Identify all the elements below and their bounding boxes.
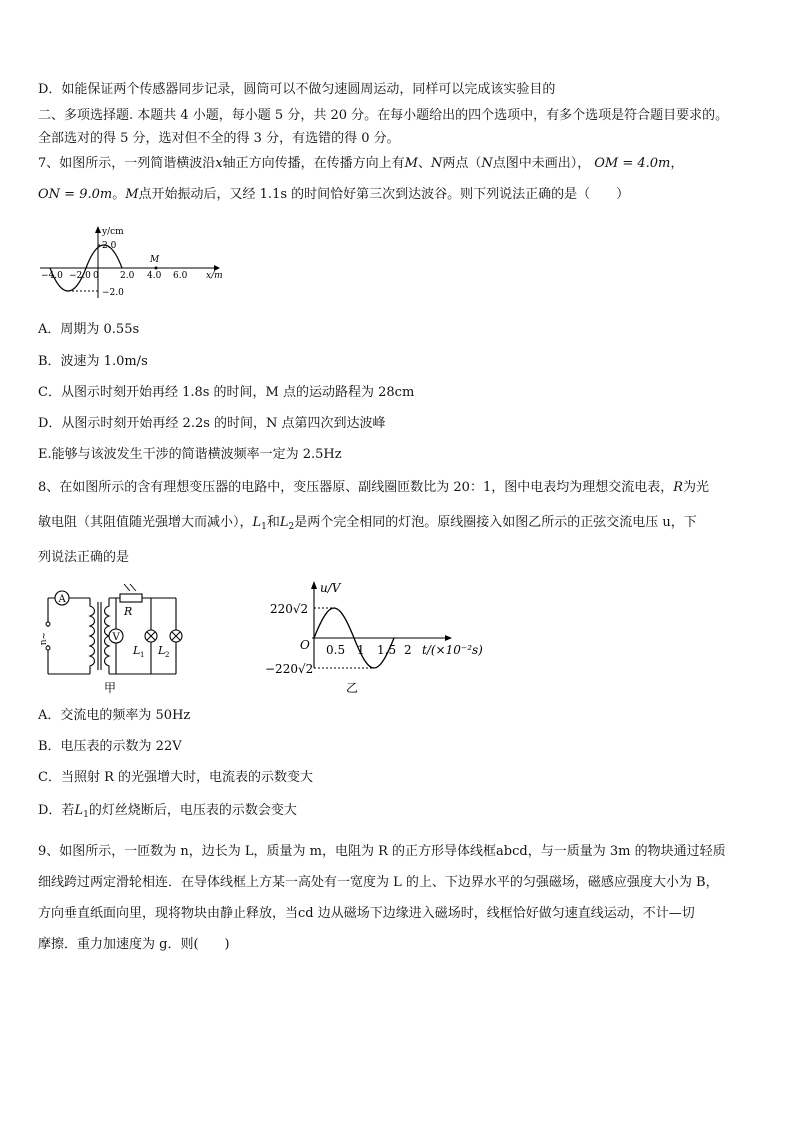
q7-tick-label: 0 <box>93 271 99 281</box>
q9-stem-line3: 方向垂直纸面向里，现将物块由静止释放，当cd 边从磁场下边缘进入磁场时，线框恰好做匀速直线运动，不计—切 <box>38 906 695 921</box>
q8-source-label: ~u <box>38 632 48 646</box>
q8-origin-label: O <box>300 638 310 652</box>
q8-text: 为光 <box>683 480 710 495</box>
q7-y-bottom-label: −2.0 <box>102 288 124 298</box>
q7-x-symbol: x <box>215 156 223 171</box>
q7-option-a: A．周期为 0.55s <box>38 322 140 337</box>
q8-tick-label: 1.5 <box>377 643 397 657</box>
q8-l2-symbol: L <box>279 515 289 530</box>
q8-stem-line3: 列说法正确的是 <box>38 550 130 565</box>
q7-option-e: E.能够与该波发生干涉的简谐横波频率一定为 2.5Hz <box>38 447 342 462</box>
q7-tick-label: 4.0 <box>147 271 162 281</box>
q8-text: 8、在如图所示的含有理想变压器的电路中，变压器原、副线圈匝数比为 20：1，图中电表均为理想交流电表， <box>38 480 674 495</box>
q8-text: 敏电阻（其阻值随光强增大而减小）， <box>38 515 253 530</box>
q7-option-b: B．波速为 1.0m/s <box>38 354 148 369</box>
q7-m-symbol: M <box>404 156 418 171</box>
q8-u-label: u/V <box>320 581 341 595</box>
q8-text: 和 <box>266 515 280 530</box>
q6-option-d: D．如能保证两个传感器同步记录，圆筒可以不做匀速圆周运动，同样可以完成该实验目的 <box>38 82 556 97</box>
q8-light-arrow <box>124 584 130 591</box>
q8-option-d-subscript: 1 <box>83 810 89 820</box>
q8-tick-label: 2 <box>404 643 412 657</box>
q8-option-d-l-symbol: L <box>74 803 84 818</box>
q8-primary-coil <box>90 598 95 674</box>
q8-option-d <box>38 803 297 823</box>
q7-wave-figure <box>36 224 236 300</box>
q8-terminal-top <box>46 622 50 626</box>
q8-r-symbol: R <box>673 480 684 495</box>
section2-line1: 二、多项选择题. 本题共 4 小题，每小题 5 分，共 20 分。在每小题给出的四个选项中，有多个选项是符合题目要求的。 <box>38 108 729 123</box>
q8-voltage-graph <box>262 578 502 696</box>
q8-secondary-coil <box>105 598 110 674</box>
q7-tick-label: 2.0 <box>120 271 135 281</box>
q9-stem-line2: 细线跨过两定滑轮相连．在导体线框上方某一高处有一宽度为 L 的上、下边界水平的匀强磁场，磁感应强度大小为 B， <box>38 875 719 890</box>
q7-m-label: M <box>150 255 160 265</box>
q8-y-bottom-label: −220√2 <box>265 662 314 676</box>
q8-stem-line1 <box>38 480 709 496</box>
q8-circuit-figure <box>36 584 186 696</box>
q8-option-c: C．当照射 R 的光强增大时，电流表的示数变大 <box>38 770 313 785</box>
q7-stem-line2 <box>38 187 629 203</box>
q8-ammeter-label: A <box>58 594 66 605</box>
q8-lamp1-label: L <box>133 644 141 657</box>
q8-option-d-text: 的灯丝烧断后，电压表的示数会变大 <box>88 803 297 818</box>
q8-t-arrow <box>445 635 452 641</box>
q7-tick-label: −4.0 <box>41 271 63 281</box>
q7-text: ， <box>670 156 684 171</box>
q7-n-symbol: N <box>430 156 443 171</box>
q8-l2-subscript: 2 <box>288 522 295 532</box>
q7-text: 两点（ <box>442 156 482 171</box>
q8-l1-symbol: L <box>252 515 262 530</box>
q8-l1-subscript: 1 <box>261 522 267 532</box>
q7-text: 。 <box>112 187 126 202</box>
q8-lamp1-subscript: 1 <box>140 651 145 659</box>
q8-t-label: t/(×10⁻²s) <box>422 643 483 657</box>
q8-u-arrow <box>311 581 317 589</box>
q7-text: 点图中未画出）， <box>492 156 591 171</box>
q7-on-formula: ON = 9.0m <box>38 187 113 202</box>
q8-resistor-label: R <box>124 605 133 618</box>
q7-n-symbol: N <box>481 156 493 171</box>
q7-text: 7、如图所示，一列简谐横波沿 <box>38 156 216 171</box>
q8-tick-label: 1 <box>357 643 365 657</box>
q8-stem-line2 <box>38 515 697 535</box>
q7-text: 点开始振动后，又经 1.1s 的时间恰好第三次到达波谷。则下列说法正确的是（ ） <box>138 187 630 202</box>
q7-x-label: x/m <box>206 271 223 281</box>
q8-text: 是两个完全相同的灯泡。原线圈接入如图乙所示的正弦交流电压 u，下 <box>294 515 697 530</box>
q8-option-a: A．交流电的频率为 50Hz <box>38 708 191 723</box>
q7-tick-label: 6.0 <box>173 271 188 281</box>
q8-option-d-text: D．若 <box>38 803 75 818</box>
q7-stem-line1 <box>38 156 683 172</box>
q8-fig-b-caption: 乙 <box>346 681 359 695</box>
q7-text: 轴正方向传播，在传播方向上有 <box>222 156 405 171</box>
q7-m-symbol: M <box>125 187 139 202</box>
q8-tick-label: 0.5 <box>326 643 346 657</box>
q7-y-top-label: 2.0 <box>102 241 117 251</box>
q7-y-arrow <box>95 226 101 233</box>
q7-y-label: y/cm <box>102 227 124 237</box>
q7-om-formula: OM = 4.0m <box>594 156 671 171</box>
q9-stem-line1: 9、如图所示，一匝数为 n，边长为 L，质量为 m，电阻为 R 的正方形导体线框abcd，与一质量为 3m 的物块通过轻质 <box>38 844 726 859</box>
q8-terminal-bottom <box>46 646 50 650</box>
q8-lamp2-subscript: 2 <box>165 651 170 659</box>
q9-stem-line4: 摩擦．重力加速度为 g．则( ) <box>38 937 230 952</box>
q8-option-b: B．电压表的示数为 22V <box>38 739 182 754</box>
q8-voltmeter-label: V <box>112 632 120 643</box>
q7-text: 、 <box>417 156 431 171</box>
section2-line2: 全部选对的得 5 分，选对但不全的得 3 分，有选错的得 0 分。 <box>38 131 400 146</box>
q8-fig-a-caption: 甲 <box>104 681 117 695</box>
q8-light-arrow <box>130 584 136 591</box>
q7-option-c: C．从图示时刻开始再经 1.8s 的时间，M 点的运动路程为 28cm <box>38 385 415 400</box>
q7-tick-label: −2.0 <box>69 271 91 281</box>
q8-lamp2-label: L <box>158 644 166 657</box>
q7-option-d: D．从图示时刻开始再经 2.2s 的时间，N 点第四次到达波峰 <box>38 416 386 431</box>
q7-point-m <box>155 267 158 270</box>
q8-y-top-label: 220√2 <box>270 602 309 616</box>
q8-photoresistor <box>120 594 142 602</box>
